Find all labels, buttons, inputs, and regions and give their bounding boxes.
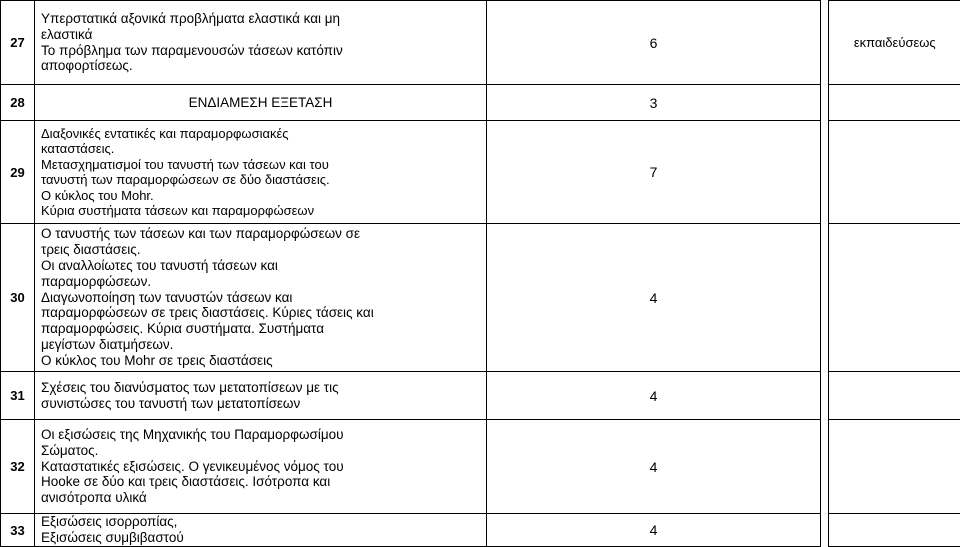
hours-cell: 4 (487, 372, 821, 420)
topic-line: Μετασχηματισμοί του τανυστή των τάσεων και του (41, 157, 482, 173)
column-gap (821, 121, 829, 224)
table-row (1, 85, 960, 121)
note-cell (829, 85, 960, 121)
table-row (1, 514, 960, 547)
row-number: 30 (1, 224, 35, 372)
note-cell (829, 372, 960, 420)
topic-cell (35, 224, 487, 372)
topic-line: Σχέσεις του διανύσματος των μετατοπίσεων με τις (41, 380, 482, 396)
topic-line: Σώματος. (41, 443, 482, 459)
row-number: 27 (1, 1, 35, 85)
note-cell (829, 224, 960, 372)
note-cell (829, 514, 960, 547)
topic-line: μεγίστων διατμήσεων. (41, 337, 482, 353)
column-gap (821, 1, 829, 85)
topic-line: Υπερστατικά αξονικά προβλήματα ελαστικά και μη (41, 11, 482, 27)
topic-cell (35, 1, 487, 85)
table-row (1, 420, 960, 514)
topic-cell (35, 420, 487, 514)
topic-line: Εξισώσεις συμβιβαστού (41, 530, 482, 546)
table-row (1, 121, 960, 224)
hours-cell: 4 (487, 514, 821, 547)
topic-line: Διαγωνοποίηση των τανυστών τάσεων και (41, 290, 482, 306)
topic-line: Ο κύκλος του Mohr σε τρεις διαστάσεις (41, 353, 482, 369)
note-cell (829, 420, 960, 514)
note-text: εκπαιδεύσεως (854, 35, 936, 50)
note-cell (829, 1, 960, 85)
topic-cell (35, 372, 487, 420)
table-row (1, 224, 960, 372)
topic-line: τανυστή των παραμορφώσεων σε δύο διαστάσεις. (41, 172, 482, 188)
topic-cell (35, 514, 487, 547)
hours-cell: 7 (487, 121, 821, 224)
topic-line: Κύρια συστήματα τάσεων και παραμορφώσεων (41, 203, 482, 219)
hours-cell: 4 (487, 224, 821, 372)
topic-line: Το πρόβλημα των παραμενουσών τάσεων κατόπιν (41, 43, 482, 59)
topic-line: παραμορφώσεις. Κύρια συστήματα. Συστήματα (41, 321, 482, 337)
topic-line: αποφορτίσεως. (41, 58, 482, 74)
topic-line: ανισότροπα υλικά (41, 490, 482, 506)
topic-line: Ο τανυστής των τάσεων και των παραμορφώσεων σε (41, 226, 482, 242)
topic-line: ελαστικά (41, 27, 482, 43)
topic-line: Εξισώσεις ισορροπίας, (41, 514, 482, 530)
topic-line: καταστάσεις. (41, 141, 482, 157)
topic-line: παραμορφώσεων σε τρεις διαστάσεις. Κύριες τάσεις και (41, 305, 482, 321)
topic-line: Διαξονικές εντατικές και παραμορφωσιακές (41, 126, 482, 142)
hours-cell: 3 (487, 85, 821, 121)
topic-line: Καταστατικές εξισώσεις. Ο γενικευμένος νόμος του (41, 459, 482, 475)
topic-cell (35, 121, 487, 224)
column-gap (821, 224, 829, 372)
exam-cell: ΕΝΔΙΑΜΕΣΗ ΕΞΕΤΑΣΗ (35, 85, 487, 121)
row-number: 28 (1, 85, 35, 121)
topic-line: Ο κύκλος του Mohr. (41, 188, 482, 204)
topic-line: Οι εξισώσεις της Μηχανικής του Παραμορφωσίμου (41, 427, 482, 443)
row-number: 31 (1, 372, 35, 420)
note-cell (829, 121, 960, 224)
column-gap (821, 514, 829, 547)
row-number: 29 (1, 121, 35, 224)
table-row (1, 372, 960, 420)
column-gap (821, 420, 829, 514)
topic-line: συνιστώσες του τανυστή των μετατοπίσεων (41, 396, 482, 412)
row-number: 32 (1, 420, 35, 514)
table-row (1, 1, 960, 85)
column-gap (821, 85, 829, 121)
topic-line: παραμορφώσεων. (41, 274, 482, 290)
hours-cell: 4 (487, 420, 821, 514)
column-gap (821, 372, 829, 420)
topic-line: Hooke σε δύο και τρεις διαστάσεις. Ισότροπα και (41, 474, 482, 490)
topic-line: Οι αναλλοίωτες του τανυστή τάσεων και (41, 258, 482, 274)
row-number: 33 (1, 514, 35, 547)
topic-line: τρεις διαστάσεις. (41, 242, 482, 258)
hours-cell: 6 (487, 1, 821, 85)
